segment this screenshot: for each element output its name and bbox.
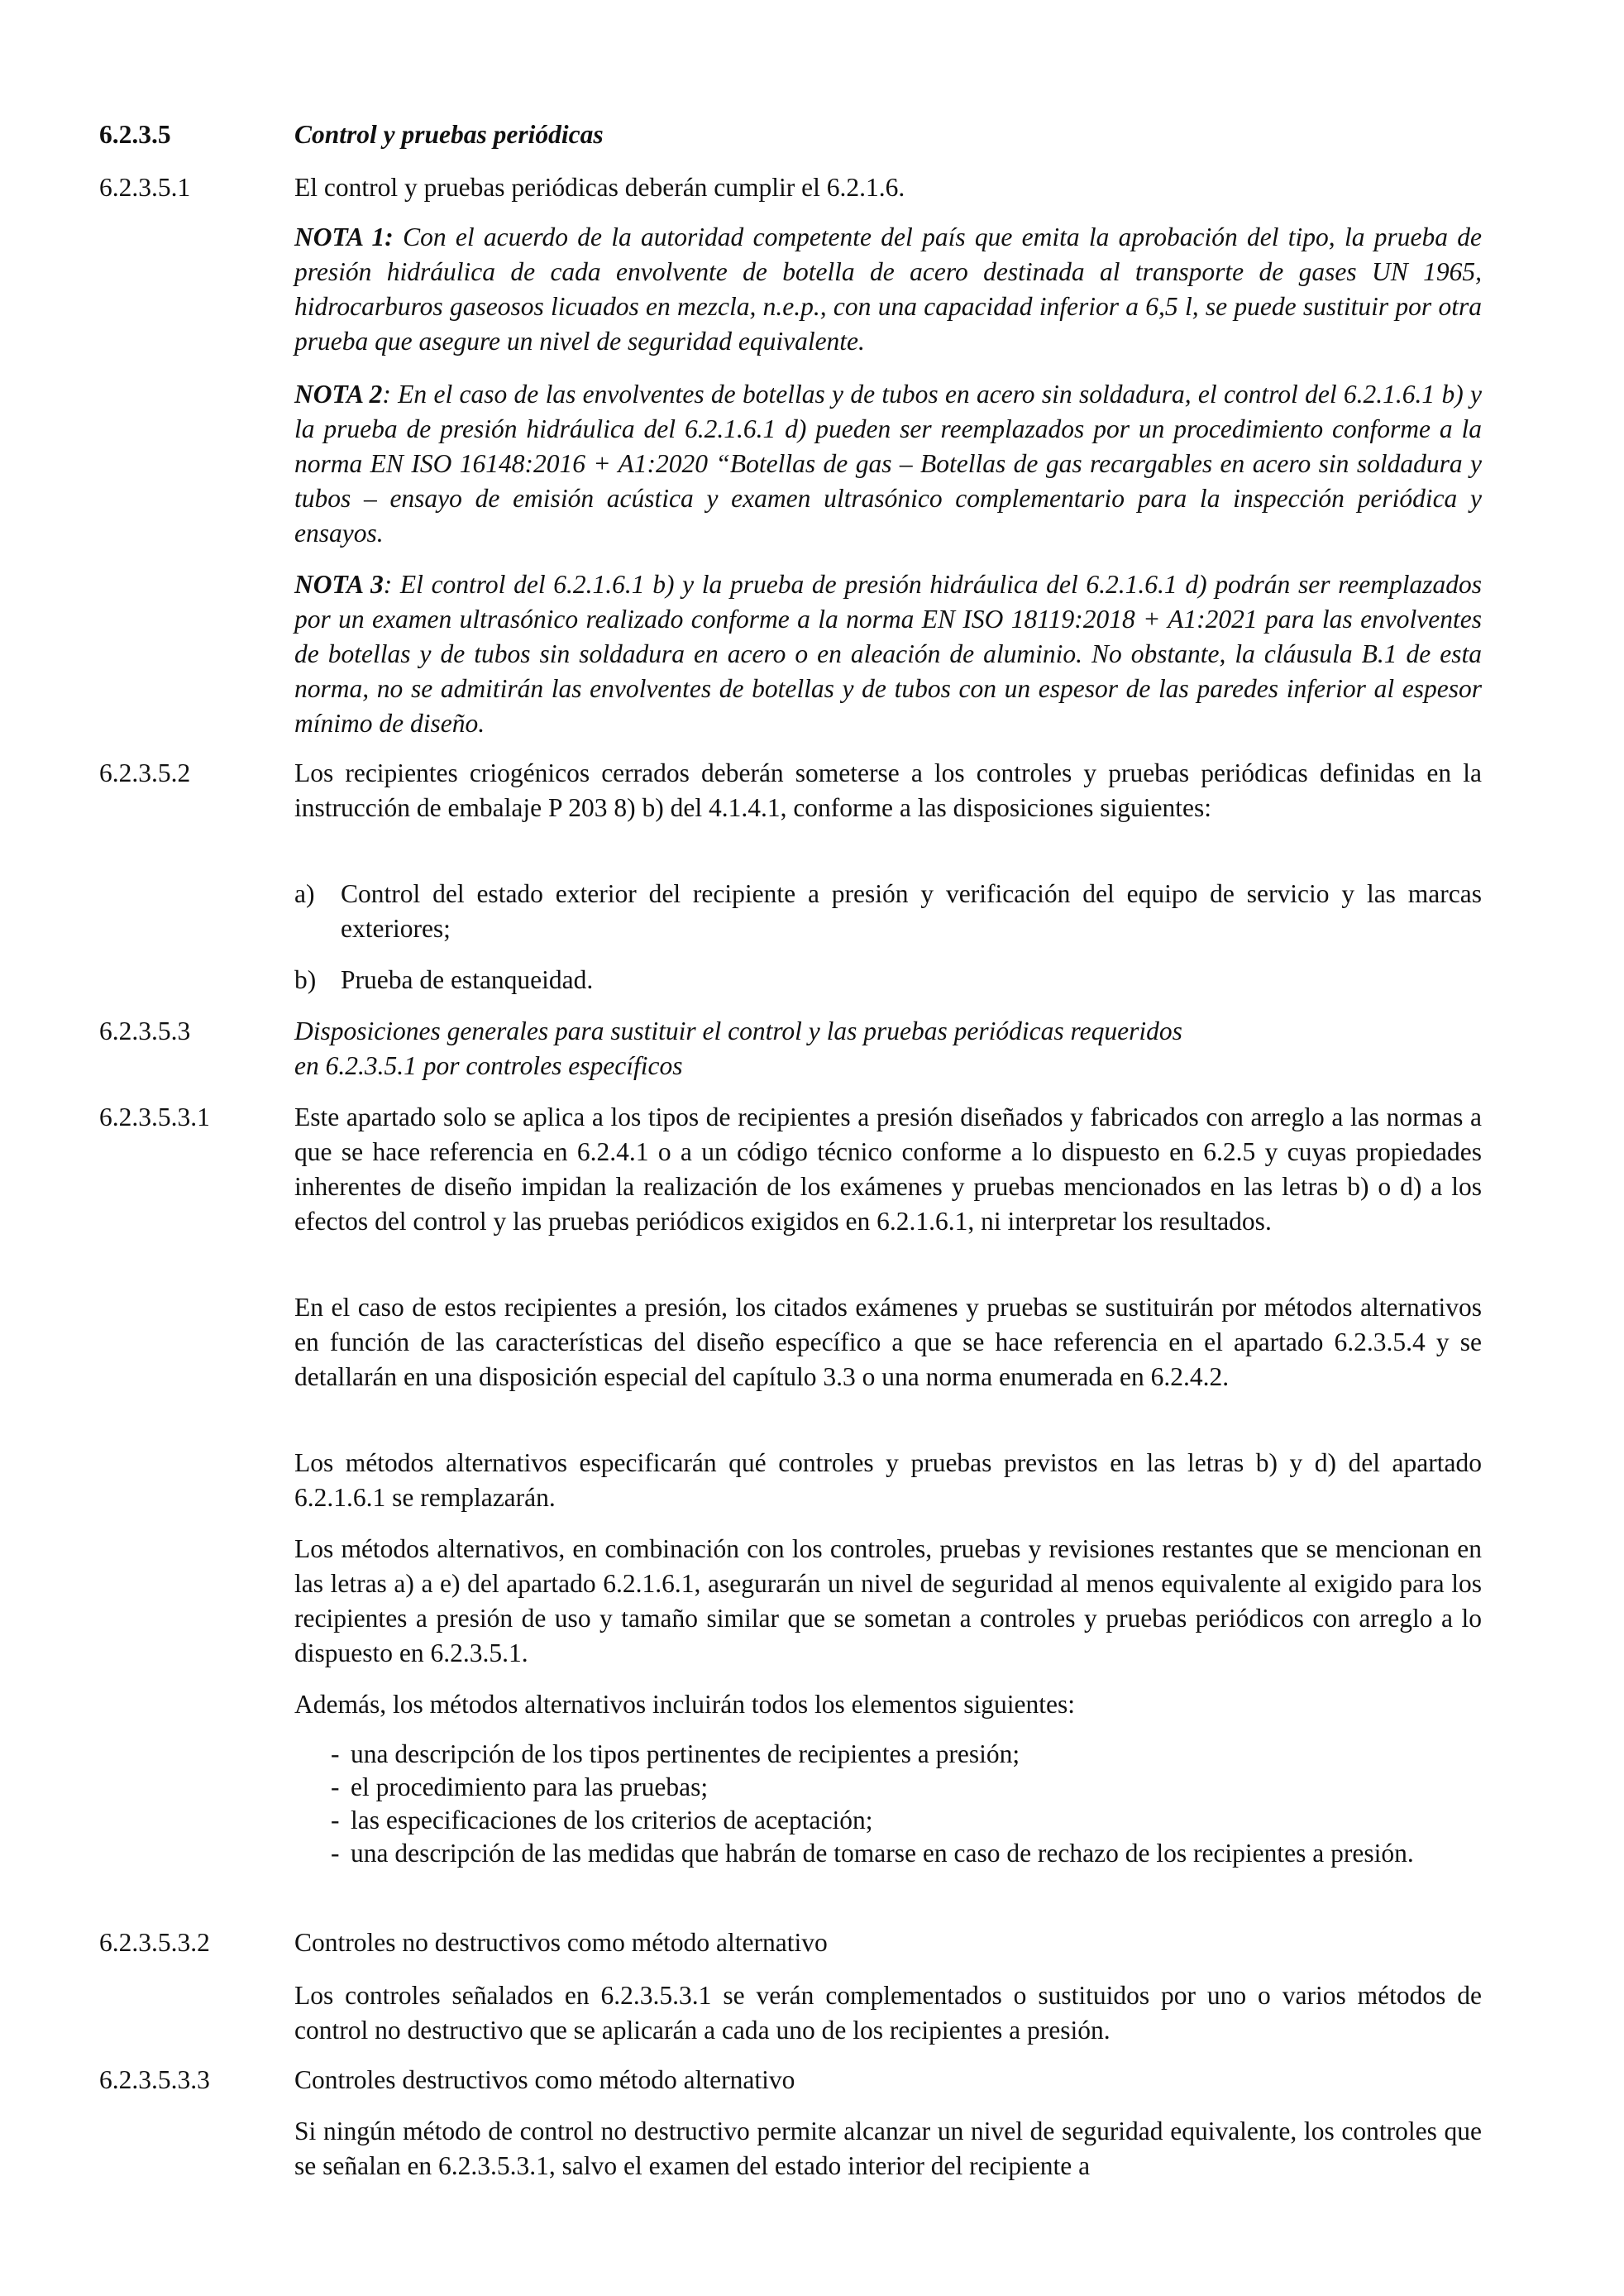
paragraph-number: 6.2.3.5.2: [99, 758, 191, 787]
dash-item-text: una descripción de las medidas que habrán de tomarse en caso de rechazo de los recipientes a presión.: [351, 1839, 1414, 1868]
dash-item-text: el procedimiento para las pruebas;: [351, 1772, 709, 1801]
dash-marker: -: [331, 1739, 340, 1768]
paragraph-text: Si ningún método de control no destructivo permite alcanzar un nivel de seguridad equivalente, los controles que se señalan en 6.2.3.5.3.1, salvo el examen del estado interior del recipiente a: [294, 2117, 1482, 2180]
dash-marker: -: [331, 1772, 340, 1801]
note-label: NOTA 3: [294, 570, 384, 599]
paragraph-number: 6.2.3.5.1: [99, 173, 191, 202]
note-text: [294, 377, 1482, 551]
section-title: Control y pruebas periódicas: [294, 120, 604, 149]
dash-item-text: las especificaciones de los criterios de aceptación;: [351, 1806, 873, 1834]
section-number: 6.2.3.5: [99, 120, 171, 149]
list-item-text: Prueba de estanqueidad.: [341, 965, 594, 994]
note-label: NOTA 1:: [294, 222, 394, 251]
paragraph-text: Este apartado solo se aplica a los tipos de recipientes a presión diseñados y fabricados con arreglo a las normas a que se hace referencia en 6.2.4.1 o a un código técnico conforme a lo dispuesto en 6.2.5 y cuyas propiedades inherentes de diseño impidan la realización de los exámenes y pruebas mencionados en las letras b) o d) a los efectos del control y las pruebas periódicos exigidos en 6.2.1.6.1, ni interpretar los resultados.: [294, 1103, 1482, 1236]
note-text: [294, 567, 1482, 741]
paragraph-number: 6.2.3.5.3.1: [99, 1103, 210, 1131]
list-item-text: Control del estado exterior del recipiente a presión y verificación del equipo de servicio y las marcas exteriores;: [341, 879, 1482, 943]
paragraph-text: En el caso de estos recipientes a presión, los citados exámenes y pruebas se sustituirán por métodos alternativos en función de las características del diseño específico a que se hace referencia en el apartado 6.2.3.5.4 y se detallarán en una disposición especial del capítulo 3.3 o una norma enumerada en 6.2.4.2.: [294, 1293, 1482, 1391]
note-text: [294, 220, 1482, 359]
paragraph-text: Los recipientes criogénicos cerrados deberán someterse a los controles y pruebas periódicas definidas en la instrucción de embalaje P 203 8) b) del 4.1.4.1, conforme a las disposiciones siguientes:: [294, 758, 1482, 822]
paragraph-title: Controles no destructivos como método alternativo: [294, 1928, 828, 1957]
paragraph-number: 6.2.3.5.3: [99, 1016, 191, 1045]
note-body: : El control del 6.2.1.6.1 b) y la prueba de presión hidráulica del 6.2.1.6.1 d) podrán ser reemplazados por un examen ultrasónico realizado conforme a la norma EN ISO 18119:2018 + A1:2021 para las envolventes de botellas y de tubos sin soldadura en acero o en aleación de aluminio. No obstante, la cláusula B.1 de esta norma, no se admitirán las envolventes de botellas y de tubos con un espesor de las paredes inferior al espesor mínimo de diseño.: [294, 570, 1482, 738]
note-body: : En el caso de las envolventes de botellas y de tubos en acero sin soldadura, el control del 6.2.1.6.1 b) y la prueba de presión hidráulica del 6.2.1.6.1 d) pueden ser reemplazados por un procedimiento conforme a la norma EN ISO 16148:2016 + A1:2020 “Botellas de gas – Botellas de gas recargables en acero sin soldadura y tubos – ensayo de emisión acústica y examen ultrasónico complementario para la inspección periódica y ensayos.: [294, 380, 1482, 548]
paragraph-text: Los métodos alternativos, en combinación con los controles, pruebas y revisiones restantes que se mencionan en las letras a) a e) del apartado 6.2.1.6.1, asegurarán un nivel de seguridad al menos equivalente al exigido para los recipientes a presión de uso y tamaño similar que se sometan a controles y pruebas periódicos con arreglo a lo dispuesto en 6.2.3.5.1.: [294, 1534, 1482, 1667]
dash-item-text: una descripción de los tipos pertinentes de recipientes a presión;: [351, 1739, 1020, 1768]
list-marker: a): [294, 879, 315, 908]
note-body: Con el acuerdo de la autoridad competente del país que emita la aprobación del tipo, la prueba de presión hidráulica de cada envolvente de botella de acero destinada al transporte de gases UN 1965, hidrocarburos gaseosos licuados en mezcla, n.e.p., con una capacidad inferior a 6,5 l, se puede sustituir por otra prueba que asegure un nivel de seguridad equivalente.: [294, 222, 1482, 356]
paragraph-title: [294, 1014, 1482, 1083]
paragraph-text: El control y pruebas periódicas deberán cumplir el 6.2.1.6.: [294, 173, 905, 202]
paragraph-number: 6.2.3.5.3.2: [99, 1928, 210, 1957]
dash-marker: -: [331, 1839, 340, 1868]
title-line: Disposiciones generales para sustituir el control y las pruebas periódicas requeridos: [294, 1016, 1182, 1045]
list-marker: b): [294, 965, 317, 994]
paragraph-title: Controles destructivos como método alternativo: [294, 2065, 795, 2094]
paragraph-text: Además, los métodos alternativos incluirán todos los elementos siguientes:: [294, 1690, 1075, 1719]
title-line: en 6.2.3.5.1 por controles específicos: [294, 1051, 683, 1080]
note-label: NOTA 2: [294, 380, 383, 409]
dash-marker: -: [331, 1806, 340, 1834]
paragraph-number: 6.2.3.5.3.3: [99, 2065, 210, 2094]
paragraph-text: Los controles señalados en 6.2.3.5.3.1 se verán complementados o sustituidos por uno o varios métodos de control no destructivo que se aplicarán a cada uno de los recipientes a presión.: [294, 1981, 1482, 2045]
paragraph-text: Los métodos alternativos especificarán qué controles y pruebas previstos en las letras b) y d) del apartado 6.2.1.6.1 se remplazarán.: [294, 1448, 1482, 1512]
